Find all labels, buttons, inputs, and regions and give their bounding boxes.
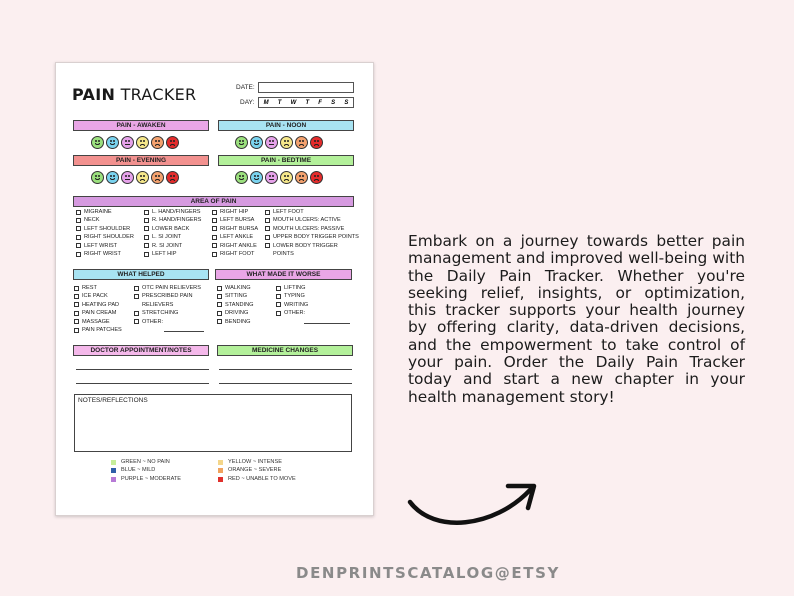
checkbox-label: MOUTH ULCERS: PASSIVE — [273, 225, 345, 232]
page-title: PAIN TRACKER — [72, 85, 197, 104]
medicine-line-1[interactable] — [219, 369, 352, 370]
other-input-line[interactable] — [304, 323, 350, 324]
legend-swatch — [218, 460, 223, 465]
checkbox-item[interactable] — [74, 326, 122, 334]
checkbox-label: RIGHT WRIST — [84, 251, 121, 258]
pain-face-icon[interactable] — [280, 136, 293, 149]
checkbox[interactable] — [76, 226, 81, 231]
checkbox-label: PAIN CREAM — [82, 310, 117, 317]
checkbox-item[interactable] — [276, 301, 308, 309]
pain-face-icon[interactable] — [295, 136, 308, 149]
other-input-line[interactable] — [164, 331, 204, 332]
checkbox[interactable] — [265, 243, 270, 248]
date-label: DATE: — [236, 84, 255, 91]
checkbox-item[interactable] — [276, 309, 308, 317]
pain-face-icon[interactable] — [91, 136, 104, 149]
legend-right — [218, 458, 296, 483]
checkbox-item[interactable] — [76, 225, 134, 233]
checkbox[interactable] — [276, 286, 281, 291]
checkbox-label: RIGHT ANKLE — [220, 242, 257, 249]
notes-label: NOTES/REFLECTIONS — [78, 397, 148, 404]
checkbox-item[interactable] — [265, 242, 359, 250]
checkbox-item[interactable] — [265, 250, 359, 258]
pain-section-header: PAIN - BEDTIME — [218, 155, 354, 166]
pain-face-scale — [235, 171, 323, 184]
checkbox[interactable] — [217, 302, 222, 307]
checkbox-label: RIGHT SHOULDER — [84, 234, 134, 241]
checkbox[interactable] — [74, 302, 79, 307]
checkbox-item[interactable] — [76, 250, 134, 258]
pain-face-icon[interactable] — [151, 171, 164, 184]
notes-box[interactable] — [74, 394, 352, 452]
checkbox-item[interactable] — [212, 208, 258, 216]
legend-label: GREEN ~ NO PAIN — [121, 459, 170, 465]
checkbox-item[interactable] — [217, 309, 254, 317]
legend-item — [218, 475, 296, 483]
checkbox-item[interactable] — [265, 225, 359, 233]
checkbox-label: OTC PAIN RELIEVERS — [142, 285, 201, 291]
checkbox-list — [276, 284, 308, 318]
checkbox-item[interactable] — [74, 292, 122, 300]
checkbox[interactable] — [212, 226, 217, 231]
pain-face-icon[interactable] — [106, 171, 119, 184]
checkbox[interactable] — [276, 294, 281, 299]
checkbox-item[interactable] — [212, 216, 258, 224]
checkbox[interactable] — [276, 311, 281, 316]
pain-face-icon[interactable] — [166, 136, 179, 149]
pain-face-icon[interactable] — [151, 136, 164, 149]
arrow-icon — [404, 476, 544, 536]
what-made-worse-header: WHAT MADE IT WORSE — [215, 269, 352, 280]
checkbox-list — [134, 284, 201, 326]
day-selector[interactable] — [258, 97, 354, 108]
checkbox[interactable] — [217, 294, 222, 299]
checkbox[interactable] — [76, 252, 81, 257]
day-option[interactable]: W — [290, 99, 297, 106]
checkbox-label: PRESCRIBED PAIN — [142, 293, 193, 300]
checkbox-label: OTHER: — [142, 318, 164, 325]
checkbox-label: ICE PACK — [82, 293, 108, 300]
checkbox-label: MOUTH ULCERS: ACTIVE — [273, 217, 341, 224]
checkbox-label: BENDING — [225, 318, 251, 325]
checkbox[interactable] — [144, 252, 149, 257]
checkbox-label: STANDING — [225, 301, 254, 308]
checkbox[interactable] — [217, 311, 222, 316]
checkbox-label: DRIVING — [225, 310, 249, 317]
checkbox-item[interactable] — [74, 301, 122, 309]
pain-face-scale — [91, 136, 179, 149]
checkbox-item[interactable] — [276, 292, 308, 300]
medicine-changes-header: MEDICINE CHANGES — [217, 345, 353, 356]
pain-face-icon[interactable] — [235, 136, 248, 149]
pain-face-scale — [235, 136, 323, 149]
pain-face-icon[interactable] — [166, 171, 179, 184]
checkbox-list — [76, 208, 134, 258]
legend-label: ORANGE ~ SEVERE — [228, 467, 282, 474]
checkbox[interactable] — [212, 218, 217, 223]
legend-swatch — [111, 460, 116, 465]
checkbox-label: R. HAND/FINGERS — [152, 217, 202, 224]
checkbox-label: LEFT SHOULDER — [84, 225, 131, 232]
checkbox[interactable] — [134, 319, 139, 324]
day-option[interactable]: M — [263, 99, 269, 106]
legend-left — [111, 458, 181, 483]
checkbox[interactable] — [134, 286, 139, 291]
pain-face-icon[interactable] — [250, 171, 263, 184]
checkbox[interactable] — [74, 319, 79, 324]
legend-item — [218, 458, 296, 466]
pain-face-icon[interactable] — [280, 171, 293, 184]
promo-paragraph: Embark on a journey towards better pain management and improved well-being with the Daily Pain Tracker. Whether you're seeking relief, insights, or optimization, this tracker supports your health journey by offering clarity, data-driven decisions, and the empowerment to take control of your pain. Order the Daily Pain Tracker today and start a new chapter in your health management story! — [408, 232, 745, 406]
checkbox-label: OTHER: — [284, 310, 306, 317]
checkbox-label: STRETCHING — [142, 310, 179, 317]
checkbox-item[interactable] — [144, 242, 201, 250]
checkbox-item[interactable] — [76, 216, 134, 224]
checkbox-label: MIGRAINE — [84, 209, 112, 215]
checkbox-item[interactable] — [144, 233, 201, 241]
checkbox[interactable] — [217, 286, 222, 291]
checkbox[interactable] — [76, 243, 81, 248]
what-helped-header: WHAT HELPED — [73, 269, 209, 280]
checkbox-item[interactable] — [212, 250, 258, 258]
checkbox[interactable] — [76, 210, 81, 215]
day-option[interactable]: S — [344, 99, 349, 106]
checkbox-item[interactable] — [134, 292, 201, 300]
checkbox-label: LEFT HIP — [152, 251, 177, 258]
checkbox[interactable] — [265, 235, 270, 240]
pain-face-icon[interactable] — [106, 136, 119, 149]
pain-face-icon[interactable] — [136, 136, 149, 149]
checkbox-item[interactable] — [144, 216, 201, 224]
checkbox[interactable] — [217, 319, 222, 324]
pain-face-icon[interactable] — [121, 136, 134, 149]
checkbox-label: UPPER BODY TRIGGER POINTS — [273, 234, 359, 241]
checkbox-label: LEFT WRIST — [84, 242, 118, 249]
checkbox-list — [74, 284, 122, 334]
checkbox-label: SITTING — [225, 293, 248, 300]
pain-face-icon[interactable] — [136, 171, 149, 184]
checkbox-item[interactable] — [217, 318, 254, 326]
day-label: DAY: — [240, 99, 255, 106]
legend-swatch — [111, 477, 116, 482]
checkbox-item[interactable] — [212, 242, 258, 250]
checkbox-label: RIGHT FOOT — [220, 251, 255, 258]
checkbox-label: LEFT FOOT — [273, 209, 304, 215]
pain-face-icon[interactable] — [91, 171, 104, 184]
legend-swatch — [111, 468, 116, 473]
date-field[interactable] — [258, 82, 354, 93]
checkbox[interactable] — [134, 294, 139, 299]
checkbox-item[interactable] — [134, 318, 201, 326]
day-option[interactable]: T — [277, 99, 282, 106]
checkbox-list — [212, 208, 258, 258]
area-of-pain-header: AREA OF PAIN — [73, 196, 354, 207]
pain-face-icon[interactable] — [250, 136, 263, 149]
legend-swatch — [218, 468, 223, 473]
checkbox-item[interactable] — [74, 318, 122, 326]
pain-face-icon[interactable] — [265, 136, 278, 149]
checkbox[interactable] — [265, 226, 270, 231]
checkbox[interactable] — [74, 294, 79, 299]
day-option[interactable]: F — [318, 99, 322, 106]
checkbox[interactable] — [74, 286, 79, 291]
legend-label: YELLOW ~ INTENSE — [228, 459, 282, 465]
legend-swatch — [218, 477, 223, 482]
pain-section-header: PAIN - AWAKEN — [73, 120, 209, 131]
checkbox-item[interactable] — [217, 284, 254, 292]
legend-item — [218, 466, 296, 474]
checkbox-item[interactable] — [276, 284, 308, 292]
checkbox-item[interactable] — [265, 216, 359, 224]
pain-face-icon[interactable] — [235, 171, 248, 184]
checkbox-item[interactable] — [212, 225, 258, 233]
checkbox[interactable] — [74, 328, 79, 333]
checkbox-label: LOWER BODY TRIGGER — [273, 242, 338, 249]
checkbox[interactable] — [144, 226, 149, 231]
pain-face-icon[interactable] — [310, 136, 323, 149]
checkbox[interactable] — [144, 218, 149, 223]
checkbox-list — [217, 284, 254, 326]
day-option[interactable]: T — [305, 99, 310, 106]
legend-item — [111, 475, 181, 483]
checkbox-label: REST — [82, 285, 97, 291]
checkbox-item[interactable] — [144, 225, 201, 233]
checkbox-item[interactable] — [265, 233, 359, 241]
checkbox-item[interactable] — [76, 233, 134, 241]
legend-label: PURPLE ~ MODERATE — [121, 475, 182, 482]
checkbox[interactable] — [265, 210, 270, 215]
checkbox-label: L. HAND/FINGERS — [152, 209, 201, 215]
checkbox[interactable] — [212, 252, 217, 257]
medicine-line-2[interactable] — [219, 383, 352, 384]
checkbox-item[interactable] — [134, 309, 201, 317]
checkbox[interactable] — [134, 311, 139, 316]
checkbox-label: WRITING — [284, 301, 309, 308]
checkbox-item[interactable] — [134, 301, 201, 309]
pain-face-icon[interactable] — [295, 171, 308, 184]
checkbox-label: RIGHT HIP — [220, 209, 249, 215]
checkbox-list — [265, 208, 359, 258]
checkbox-item[interactable] — [212, 233, 258, 241]
checkbox-label: LIFTING — [284, 285, 306, 291]
checkbox-item[interactable] — [74, 284, 122, 292]
checkbox[interactable] — [76, 218, 81, 223]
checkbox-label: LEFT ANKLE — [220, 234, 254, 241]
checkbox-label: RIGHT BURSA — [220, 225, 259, 232]
checkbox-list — [144, 208, 201, 258]
footer-shop-name: DENPRINTSCATALOG@ETSY — [296, 564, 560, 582]
checkbox-label: POINTS — [273, 251, 294, 258]
checkbox-label: PAIN PATCHES — [82, 327, 122, 334]
checkbox-item[interactable] — [217, 292, 254, 300]
checkbox-label: WALKING — [225, 285, 251, 291]
checkbox[interactable] — [212, 243, 217, 248]
checkbox-label: LOWER BACK — [152, 225, 190, 232]
doctor-line-2[interactable] — [76, 383, 209, 384]
checkbox-item[interactable] — [144, 208, 201, 216]
pain-face-icon[interactable] — [265, 171, 278, 184]
checkbox-label: NECK — [84, 217, 100, 224]
checkbox[interactable] — [265, 218, 270, 223]
pain-section-header: PAIN - EVENING — [73, 155, 209, 166]
checkbox-label: L. SI JOINT — [152, 234, 182, 241]
checkbox-label: LEFT BURSA — [220, 217, 255, 224]
checkbox[interactable] — [144, 210, 149, 215]
doctor-line-1[interactable] — [76, 369, 209, 370]
checkbox-label: MASSAGE — [82, 318, 110, 325]
checkbox-item[interactable] — [76, 242, 134, 250]
pain-face-icon[interactable] — [121, 171, 134, 184]
checkbox[interactable] — [276, 302, 281, 307]
checkbox[interactable] — [76, 235, 81, 240]
pain-face-scale — [91, 171, 179, 184]
pain-tracker-sheet — [55, 62, 374, 516]
checkbox[interactable] — [144, 243, 149, 248]
checkbox-item[interactable] — [74, 309, 122, 317]
checkbox-item[interactable] — [144, 250, 201, 258]
checkbox[interactable] — [74, 311, 79, 316]
checkbox-label: HEATING PAD — [82, 301, 120, 308]
checkbox-label: RELIEVERS — [142, 301, 174, 308]
legend-label: RED ~ UNABLE TO MOVE — [228, 475, 296, 482]
legend-item — [111, 458, 181, 466]
legend-label: BLUE ~ MILD — [121, 467, 156, 474]
pain-section-header: PAIN - NOON — [218, 120, 354, 131]
checkbox-item[interactable] — [217, 301, 254, 309]
legend-item — [111, 466, 181, 474]
checkbox[interactable] — [212, 210, 217, 215]
checkbox-item[interactable] — [265, 208, 359, 216]
day-option[interactable]: S — [331, 99, 336, 106]
checkbox-label: TYPING — [284, 293, 305, 300]
doctor-notes-header: DOCTOR APPOINTMENT/NOTES — [73, 345, 209, 356]
checkbox[interactable] — [212, 235, 217, 240]
checkbox-label: R. SI JOINT — [152, 242, 183, 249]
checkbox-item[interactable] — [76, 208, 134, 216]
pain-face-icon[interactable] — [310, 171, 323, 184]
checkbox[interactable] — [144, 235, 149, 240]
checkbox-item[interactable] — [134, 284, 201, 292]
